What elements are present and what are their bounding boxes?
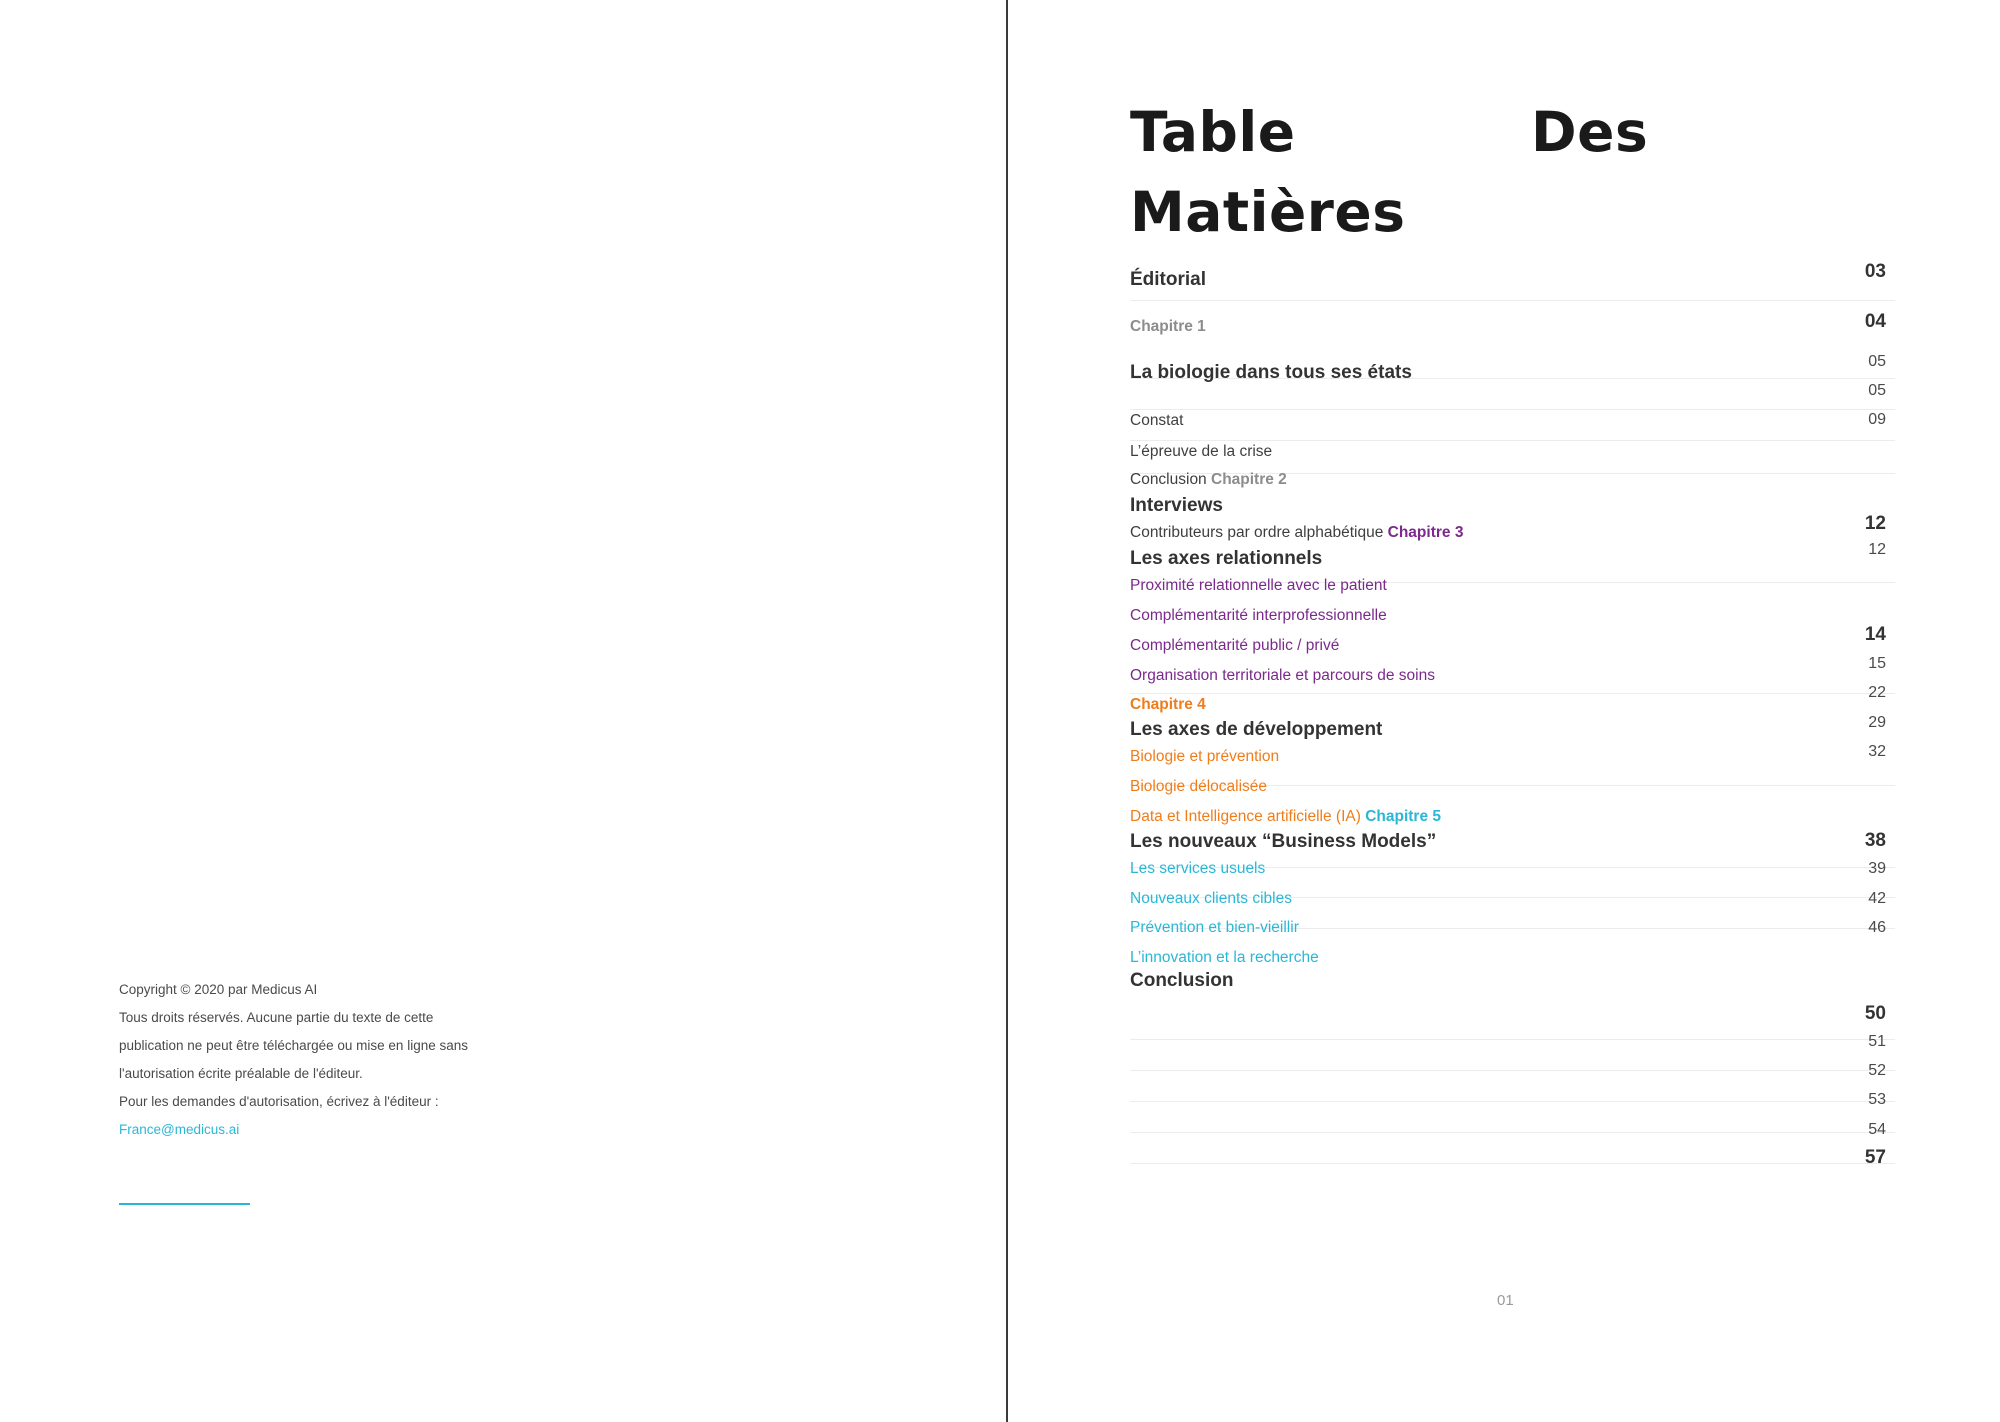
toc-rule <box>1130 1070 1895 1071</box>
page-number: 32 <box>1868 743 1886 760</box>
toc-entry-chapter-2-title[interactable]: Interviews <box>1130 495 1223 516</box>
toc-rule <box>1130 409 1895 410</box>
page-number: 05 <box>1868 353 1886 370</box>
toc-rule <box>1130 1132 1895 1133</box>
page-number: 05 <box>1868 382 1886 399</box>
toc-entry-chapter-5-title[interactable]: Les nouveaux “Business Models” <box>1130 831 1437 852</box>
toc-entry-complementarite-public-prive[interactable]: Complémentarité public / privé <box>1130 637 1340 654</box>
toc-entry-chapter-4-title[interactable]: Les axes de développement <box>1130 719 1383 740</box>
toc-entry-constat[interactable]: Constat <box>1130 412 1184 429</box>
page-number: 04 <box>1864 311 1886 332</box>
copyright-notice <box>119 976 468 1144</box>
toc-entry-epreuve-crise[interactable]: L’épreuve de la crise <box>1130 443 1273 460</box>
toc-entry-conclusion-ch1[interactable] <box>1130 471 1287 489</box>
toc-rule <box>1130 693 1895 694</box>
copyright-line: Pour les demandes d'autorisation, écrivez à l'éditeur : <box>119 1094 439 1109</box>
chapter-5-label: Chapitre 5 <box>1365 808 1442 825</box>
copyright-line: Copyright © 2020 par Medicus AI <box>119 982 318 997</box>
page-number: 12 <box>1868 541 1886 558</box>
toc-rule <box>1130 300 1895 301</box>
copyright-line: publication ne peut être téléchargée ou mise en ligne sans <box>119 1038 468 1053</box>
chapter-4-label: Chapitre 4 <box>1130 696 1206 713</box>
toc-entry-chapter-3-title[interactable]: Les axes relationnels <box>1130 548 1323 569</box>
toc-entry-biologie-prevention[interactable]: Biologie et prévention <box>1130 748 1280 765</box>
chapter-1-label: Chapitre 1 <box>1130 318 1206 335</box>
page-number: 09 <box>1868 411 1886 428</box>
toc-entry-conclusion-label: Conclusion <box>1130 471 1207 488</box>
page-footer-number: 01 <box>1497 1292 1514 1309</box>
page-spine-divider <box>1006 0 1008 1422</box>
page-number: 50 <box>1864 1003 1886 1024</box>
toc-entry-complementarite-interpro[interactable]: Complémentarité interprofessionnelle <box>1130 607 1387 624</box>
toc-title-word-des: Des <box>1531 100 1649 164</box>
page-number: 22 <box>1868 684 1886 701</box>
toc-entry-prevention-bien-vieillir[interactable]: Prévention et bien-vieillir <box>1130 919 1299 936</box>
toc-rule <box>1130 440 1895 441</box>
toc-entry-services-usuels[interactable]: Les services usuels <box>1130 860 1266 877</box>
page-number: 39 <box>1868 860 1886 877</box>
page-number: 51 <box>1868 1033 1886 1050</box>
page-number: 42 <box>1868 890 1886 907</box>
toc-entry-organisation-territoriale[interactable]: Organisation territoriale et parcours de soins <box>1130 667 1435 684</box>
publisher-email-link[interactable]: France@medicus.ai <box>119 1122 240 1137</box>
toc-title-word-table: Table <box>1130 100 1296 164</box>
page-number: 12 <box>1864 513 1886 534</box>
page-number: 54 <box>1868 1121 1886 1138</box>
toc-entry-chapter-1-title[interactable]: La biologie dans tous ses états <box>1130 362 1412 383</box>
toc-rule <box>1130 1039 1895 1040</box>
page-number: 03 <box>1864 261 1886 282</box>
toc-title-word-matieres: Matières <box>1130 180 1406 244</box>
accent-underline <box>119 1203 250 1205</box>
page-number: 15 <box>1868 655 1886 672</box>
toc-entry-contributeurs[interactable] <box>1130 524 1463 542</box>
page-number: 57 <box>1864 1147 1886 1168</box>
toc-entry-conclusion[interactable]: Conclusion <box>1130 970 1234 991</box>
toc-rule <box>1130 1163 1895 1164</box>
toc-entry-biologie-delocalisee[interactable]: Biologie délocalisée <box>1130 778 1268 795</box>
toc-rule <box>1130 1101 1895 1102</box>
page-number: 52 <box>1868 1062 1886 1079</box>
toc-entry-data-ia[interactable] <box>1130 808 1441 826</box>
toc-entry-data-ia-label: Data et Intelligence artificielle (IA) <box>1130 808 1361 825</box>
chapter-3-label: Chapitre 3 <box>1387 524 1464 541</box>
page-number: 46 <box>1868 919 1886 936</box>
chapter-2-label: Chapitre 2 <box>1211 471 1287 488</box>
page-number: 53 <box>1868 1091 1886 1108</box>
page-number: 38 <box>1864 830 1886 851</box>
toc-entry-contributeurs-label: Contributeurs par ordre alphabétique <box>1130 524 1384 541</box>
copyright-line: Tous droits réservés. Aucune partie du texte de cette <box>119 1010 434 1025</box>
toc-entry-nouveaux-clients[interactable]: Nouveaux clients cibles <box>1130 890 1292 907</box>
page-number: 14 <box>1864 624 1886 645</box>
toc-entry-editorial[interactable]: Éditorial <box>1130 269 1207 290</box>
toc-entry-proximite[interactable]: Proximité relationnelle avec le patient <box>1130 577 1387 594</box>
toc-entry-innovation-recherche[interactable]: L’innovation et la recherche <box>1130 949 1319 966</box>
copyright-line: l'autorisation écrite préalable de l'éditeur. <box>119 1066 363 1081</box>
page-number: 29 <box>1868 714 1886 731</box>
